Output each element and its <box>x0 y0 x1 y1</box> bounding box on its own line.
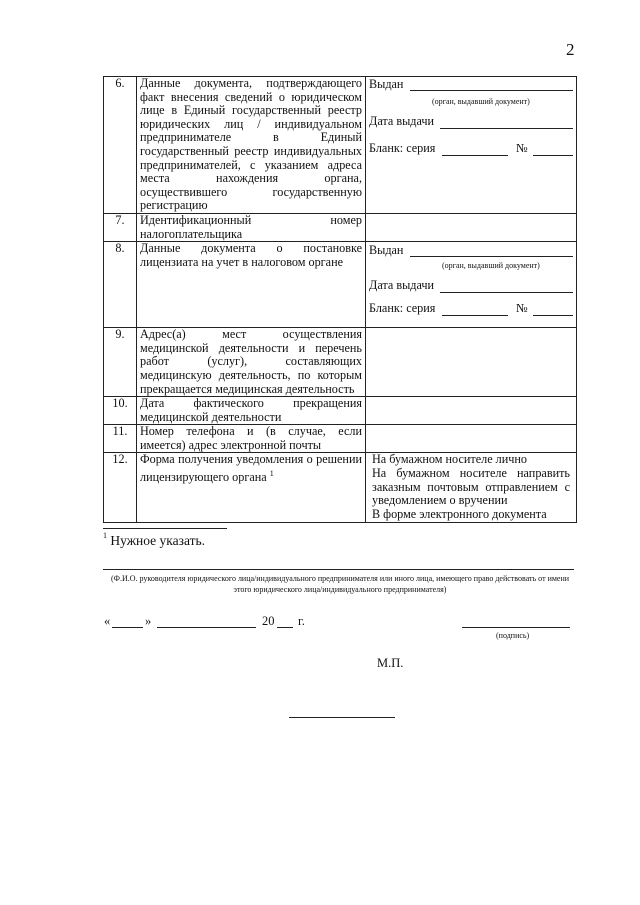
year-field[interactable] <box>277 627 293 628</box>
signatory-name-field[interactable] <box>103 569 574 570</box>
row-label: Данные документа о постановке лицензиата на учет в налоговом органе <box>137 242 366 328</box>
row-number: 9. <box>104 328 137 397</box>
blank-series-label: Бланк: серия <box>369 141 436 155</box>
close-quote: » <box>145 614 152 628</box>
row-number: 6. <box>104 77 137 214</box>
blank-number-field[interactable] <box>533 155 573 156</box>
row-number: 11. <box>104 425 137 453</box>
footnote-mark: 1 <box>103 531 107 540</box>
issue-date-field[interactable] <box>440 292 573 293</box>
year-suffix: г. <box>298 614 305 628</box>
activity-addresses-field[interactable] <box>366 328 577 397</box>
issue-date-label: Дата выдачи <box>369 278 435 293</box>
row-label-text: Форма получения уведомления о решении лицензирующего органа <box>140 452 362 485</box>
footnote <box>103 533 205 549</box>
footnote-marker: 1 <box>269 469 274 479</box>
issued-label: Выдан <box>369 243 404 258</box>
footnote-divider <box>103 528 227 529</box>
row-label: Идентификационный номер налогоплательщика <box>137 213 366 241</box>
footnote-text: Нужное указать. <box>110 533 206 548</box>
table-row <box>104 453 577 523</box>
table-row <box>104 425 577 453</box>
row-number: 12. <box>104 453 137 523</box>
table-row <box>104 328 577 397</box>
year-prefix: 20 <box>262 614 275 628</box>
issued-by-field[interactable] <box>410 90 573 91</box>
row-label: Адрес(а) мест осуществления медицинской деятельности и перечень работ (услуг), составляющих медицинскую деятельность, по которым прекращается медицинская деятельность <box>137 328 366 397</box>
row-label: Дата фактического прекращения медицинской деятельности <box>137 397 366 425</box>
option-paper-by-mail[interactable]: На бумажном носителе направить заказным почтовым отправлением с уведомлением о вручении <box>372 466 570 508</box>
signatory-caption: (Ф.И.О. руководителя юридического лица/индивидуального предпринимателя или иного лица, имеющего право действовать от имени этого юридического лица/индивидуального предпринимателя) <box>110 574 570 594</box>
number-label: № <box>516 141 528 155</box>
issuer-caption: (орган, выдавший документ) <box>442 261 540 271</box>
tax-id-field[interactable] <box>366 213 577 241</box>
month-field[interactable] <box>157 627 256 628</box>
issue-date-field[interactable] <box>440 128 573 129</box>
option-paper-in-person[interactable]: На бумажном носителе лично <box>372 452 528 467</box>
termination-date-field[interactable] <box>366 397 577 425</box>
issued-label: Выдан <box>369 77 404 91</box>
registration-document-fields <box>366 77 577 214</box>
blank-series-field[interactable] <box>442 155 508 156</box>
table-row <box>104 242 577 328</box>
day-field[interactable] <box>112 627 143 628</box>
table-row <box>104 397 577 425</box>
row-number: 10. <box>104 397 137 425</box>
blank-series-field[interactable] <box>442 315 508 316</box>
table-row <box>104 77 577 214</box>
open-quote: « <box>104 614 111 628</box>
number-label: № <box>516 301 528 316</box>
seal-label: М.П. <box>377 656 404 670</box>
row-label: Номер телефона и (в случае, если имеется) адрес электронной почты <box>137 425 366 453</box>
application-form-table <box>103 76 577 523</box>
notification-form-options <box>366 453 577 523</box>
issuer-caption: (орган, выдавший документ) <box>432 97 530 106</box>
closing-line <box>289 717 395 718</box>
signature-caption: (подпись) <box>496 631 530 640</box>
blank-series-label: Бланк: серия <box>369 301 436 316</box>
table-row <box>104 213 577 241</box>
issued-by-field[interactable] <box>410 256 573 257</box>
contact-field[interactable] <box>366 425 577 453</box>
blank-number-field[interactable] <box>533 315 573 316</box>
option-electronic[interactable]: В форме электронного документа <box>372 506 547 521</box>
issue-date-label: Дата выдачи <box>369 114 435 128</box>
signature-field[interactable] <box>462 627 570 628</box>
row-number: 7. <box>104 213 137 241</box>
row-label: Данные документа, подтверждающего факт внесения сведений о юридическом лице в Единый государственный реестр юридических лиц / индивидуальном предпринимателе в Единый государственный реестр индивидуальных предпринимателей, с указанием адреса места нахождения органа, осуществившего государственную регистрацию <box>137 77 366 214</box>
row-number: 8. <box>104 242 137 328</box>
tax-registration-document-fields <box>366 242 577 328</box>
row-label <box>137 453 366 523</box>
page-number: 2 <box>566 40 575 59</box>
